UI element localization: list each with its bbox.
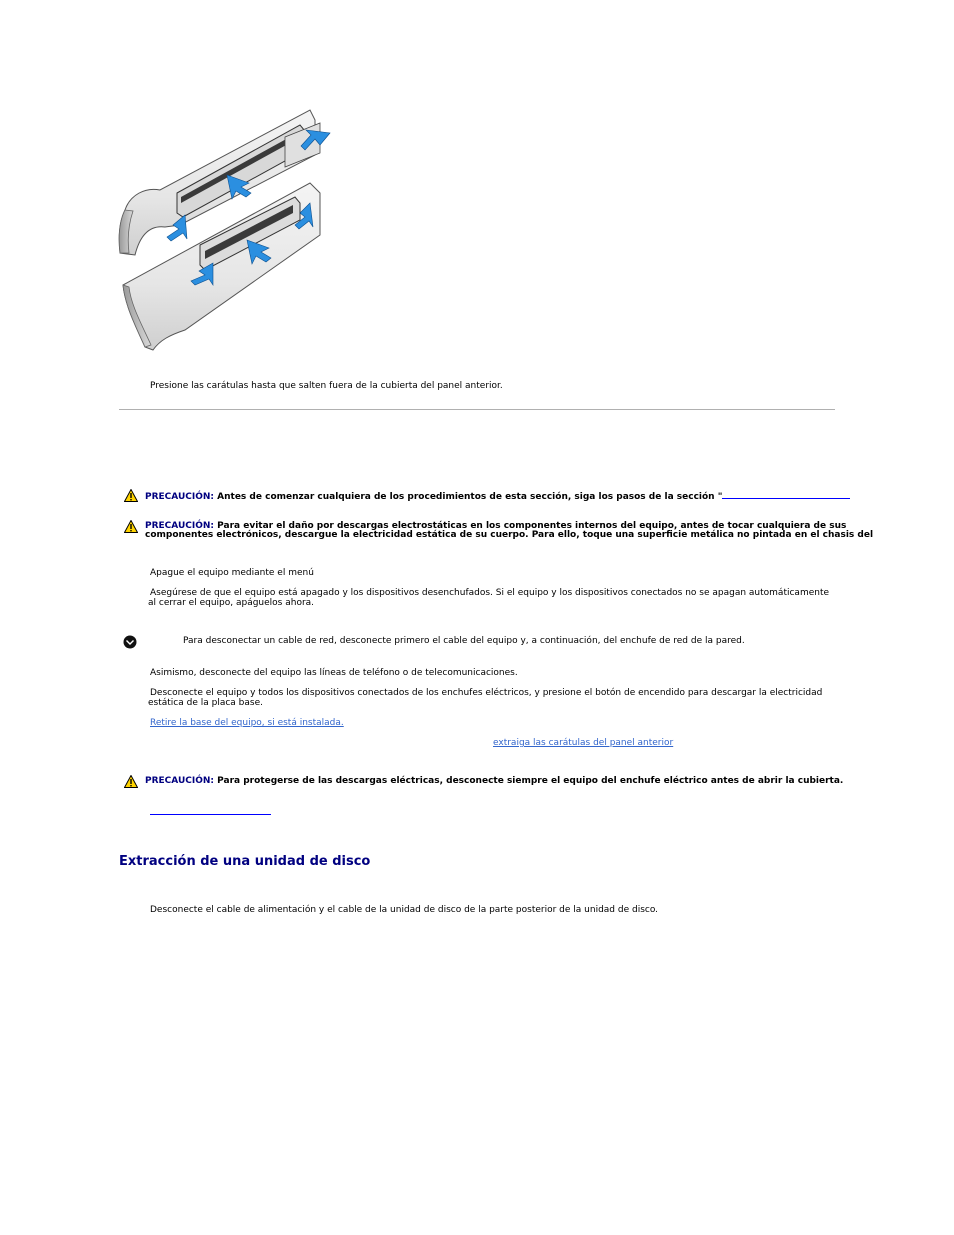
step-disconnect-cables: Desconecte el cable de alimentación y el cable de la unidad de disco de la parte posterior de la unidad de disco.: [150, 905, 659, 915]
caution-label: PRECAUCIÓN:: [145, 521, 215, 531]
caution-text-line2: componentes electrónicos, descargue la electricidad estática de su cuerpo. Para ello, toque una superficie metálica no pintada en el chasis del: [145, 530, 874, 540]
step-unplug-line2: estática de la placa base.: [148, 698, 263, 708]
warning-triangle-icon: [124, 489, 138, 502]
remove-bezels-link[interactable]: extraiga las carátulas del panel anterior: [493, 738, 674, 748]
step-verify-line1: Asegúrese de que el equipo está apagado y los dispositivos desenchufados. Si el equipo y los dispositivos conectados no se apagan automáticamente: [150, 588, 830, 598]
notice-network-cable: Para desconectar un cable de red, desconecte primero el cable del equipo y, a continuación, del enchufe de red de la pared.: [183, 636, 745, 646]
remove-base-link[interactable]: Retire la base del equipo, si está instalada.: [150, 718, 344, 728]
warning-triangle-icon: [124, 775, 138, 788]
section-heading: Extracción de una unidad de disco: [119, 854, 371, 869]
step-shutdown: Apague el equipo mediante el menú: [150, 568, 314, 578]
caution-text-line1: Para evitar el daño por descargas electrostáticas en los componentes internos del equipo, antes de tocar cualquiera de sus: [217, 521, 847, 531]
figure-caption: Presione las carátulas hasta que salten fuera de la cubierta del panel anterior.: [150, 381, 503, 391]
caution-label: PRECAUCIÓN:: [145, 776, 215, 786]
caution-electric-shock: [145, 776, 843, 786]
bezel-removal-illustration: [115, 95, 335, 355]
section-divider: [119, 409, 835, 410]
caution-text: Para protegerse de las descargas eléctricas, desconecte siempre el equipo del enchufe eléctrico antes de abrir la cubierta.: [217, 776, 844, 786]
step-verify-line2: al cerrar el equipo, apáguelos ahora.: [148, 598, 315, 608]
warning-triangle-icon: [124, 520, 138, 533]
notice-circle-icon: [123, 635, 137, 649]
caution-label: PRECAUCIÓN:: [145, 492, 215, 502]
step-unplug-line1: Desconecte el equipo y todos los dispositivos conectados de los enchufes eléctricos, y presione el botón de encendido para descargar la electricidad: [150, 688, 823, 698]
caution-text: Antes de comenzar cualquiera de los procedimientos de esta sección, siga los pasos de la sección ": [217, 492, 723, 502]
before-start-link[interactable]: [722, 490, 850, 499]
step-phone-lines: Asimismo, desconecte del equipo las líneas de teléfono o de telecomunicaciones.: [150, 668, 518, 678]
caution-before-start: [145, 490, 850, 502]
remove-cover-link[interactable]: [150, 806, 271, 815]
